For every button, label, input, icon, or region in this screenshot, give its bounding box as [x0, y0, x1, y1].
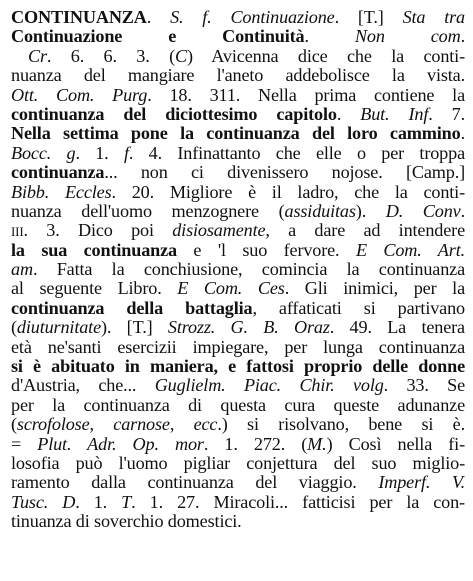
entry-line — [11, 396, 465, 415]
entry-line — [11, 221, 465, 240]
entry-text: nuanza dell'uomo menzognere ( — [11, 200, 285, 221]
entry-line — [11, 241, 465, 260]
entry-line — [11, 8, 465, 27]
entry-text: Plut. Adr. Op. mor — [37, 433, 204, 454]
entry-text: . 49. La tenera — [329, 317, 465, 338]
entry-text: iii — [11, 220, 24, 241]
entry-text: si è abituato in maniera, e fattosi proprio delle donne — [11, 356, 465, 377]
entry-line — [11, 473, 465, 492]
entry-line — [11, 512, 465, 531]
entry-line — [11, 318, 465, 337]
entry-text: ramento dalla continuanza del viaggio. — [11, 472, 379, 493]
entry-line — [11, 86, 465, 105]
entry-text: am — [11, 259, 33, 280]
entry-text: diuturnitate — [16, 317, 102, 338]
entry-line — [11, 435, 465, 454]
entry-text: al seguente Libro. — [11, 278, 178, 299]
entry-line — [11, 357, 465, 376]
entry-text: d'Austria, che... — [11, 375, 155, 396]
entry-text: Bocc. g — [11, 142, 76, 163]
entry-text: ) Così nella fi- — [326, 433, 465, 454]
entry-text: età ne'santi esercizii impiegare, per lunga continuanza — [11, 336, 465, 357]
entry-text: ) Avicenna dice che la conti- — [186, 45, 465, 66]
entry-line — [11, 338, 465, 357]
entry-line — [11, 47, 465, 66]
entry-line — [11, 415, 465, 434]
entry-text: . — [460, 123, 465, 144]
entry-text: . 33. Se — [383, 375, 465, 396]
entry-text: Nella settima pone la continuanza del loro cammino — [11, 123, 461, 144]
entry-text: Strozz. G. B. Oraz — [167, 317, 330, 338]
entry-text: continuanza — [11, 162, 105, 183]
entry-line — [11, 260, 465, 279]
entry-text: ( — [11, 414, 17, 435]
entry-text: E Com. Art. — [355, 239, 465, 260]
entry-text: ). [T.] — [101, 317, 168, 338]
entry-text: . 7. — [428, 103, 465, 124]
entry-line — [11, 144, 465, 163]
entry-text: f — [123, 142, 129, 163]
entry-text: Ott. Com. Purg — [11, 84, 148, 105]
entry-text: continuanza della battaglia — [11, 297, 253, 318]
entry-text: . — [460, 26, 466, 47]
entry-line — [11, 163, 465, 182]
entry-text: M. — [307, 433, 327, 454]
entry-text: . 3. Dico poi — [23, 220, 173, 241]
entry-text: per la continuanza di questa cura queste adunanze — [11, 394, 465, 415]
entry-text: ( — [11, 317, 17, 338]
entry-line — [11, 279, 465, 298]
entry-text: . — [460, 200, 465, 221]
entry-text: C — [174, 45, 187, 66]
entry-text: . Gli inimici, per la — [284, 278, 465, 299]
entry-text: la sua continuanza — [11, 239, 177, 260]
entry-line — [11, 183, 465, 202]
entry-text: But. Inf — [360, 103, 429, 124]
entry-text: losofia può l'uomo pigliar conjettura del suo miglio- — [11, 452, 465, 473]
entry-line — [11, 376, 465, 395]
entry-text: Cr — [28, 45, 47, 66]
entry-text: Guglielm. Piac. Chir. volg — [154, 375, 384, 396]
entry-text: Tusc. D — [11, 491, 76, 512]
entry-text: nuanza del mangiare l'aneto addebolisce la vista. — [11, 65, 465, 86]
entry-text: e 'l suo fervore. — [176, 239, 356, 260]
entry-text: . 1. — [75, 491, 122, 512]
entry-text: ). — [355, 200, 386, 221]
entry-line — [11, 299, 465, 318]
entry-text: . 1. — [75, 142, 124, 163]
entry-text: Imperf. V. — [378, 472, 465, 493]
entry-text: D. Conv — [385, 200, 461, 221]
entry-line — [11, 66, 465, 85]
entry-text: .) si risolvano, bene si è. — [217, 414, 465, 435]
entry-text: assiduitas — [284, 200, 356, 221]
entry-text: T — [121, 491, 132, 512]
entry-line — [11, 124, 465, 143]
entry-text: S. f. Continuazione — [170, 7, 335, 27]
entry-text: . 6. 6. 3. ( — [46, 45, 175, 66]
entry-text: . — [336, 103, 361, 124]
entry-text: ... non ci divenissero nojose. [Camp.] — [104, 162, 465, 183]
entry-line — [11, 202, 465, 221]
entry-text: , affaticati si partivano — [252, 297, 465, 318]
entry-text: = — [11, 433, 38, 454]
entry-text: . — [146, 7, 171, 27]
entry-text: continuanza del diciottesimo capitolo — [11, 103, 337, 124]
entry-text: Bibb. Eccles — [11, 181, 112, 202]
entry-text: disiosamente — [172, 220, 266, 241]
entry-text: . — [304, 26, 355, 47]
entry-text: Non com — [354, 26, 461, 47]
entry-text: Continuazione e Continuità — [11, 26, 305, 47]
entry-text: scrofolose, carnose, ecc — [16, 414, 218, 435]
entry-text: , a dare ad intendere — [265, 220, 465, 241]
entry-text: . 18. 311. Nella prima contiene la — [147, 84, 466, 105]
entry-text: . 20. Migliore è il ladro, che la conti- — [111, 181, 465, 202]
entry-line — [11, 27, 465, 46]
entry-text: . 1. 27. Miracoli... fatticisi per la con- — [131, 491, 465, 512]
entry-text: CONTINUANZA — [11, 7, 147, 27]
entry-text: E Com. Ces — [177, 278, 285, 299]
entry-text: Sta tra — [402, 7, 465, 27]
entry-text: . 1. 272. ( — [203, 433, 308, 454]
entry-text: tinuanza di soverchio domestici. — [11, 511, 242, 532]
entry-line — [11, 493, 465, 512]
entry-line — [11, 454, 465, 473]
entry-text: . 4. Infinattanto che elle o per troppa — [128, 142, 465, 163]
entry-text: . [T.] — [334, 7, 403, 27]
entry-line — [11, 105, 465, 124]
entry-text: . Fatta la conchiusione, comincia la continuanza — [32, 259, 465, 280]
